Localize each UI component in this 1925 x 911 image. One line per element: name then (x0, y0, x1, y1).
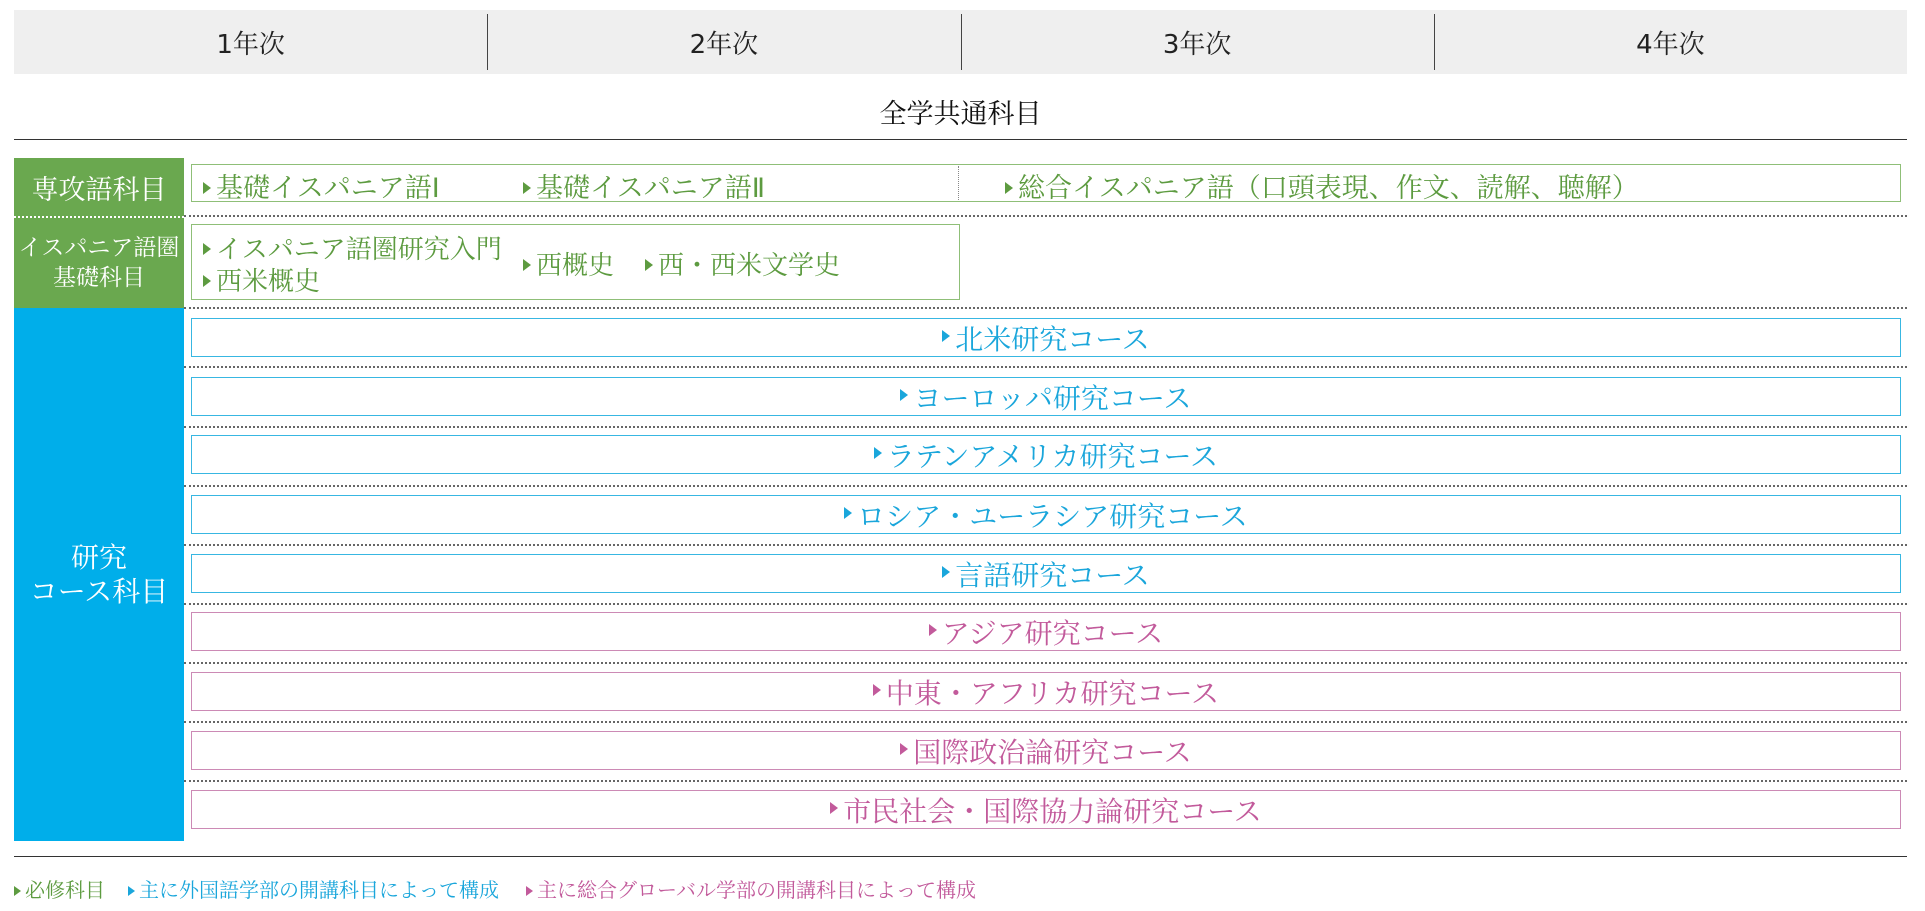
global-studies-triangle-icon (830, 802, 838, 814)
row-separator (184, 662, 1907, 664)
subject-literature-history: 西・西米文学史 (645, 245, 840, 282)
year-1-label: 1年次 (216, 29, 285, 60)
required-triangle-icon (523, 259, 531, 271)
category-major-language: 専攻語科目 (14, 158, 184, 216)
subject-spain-history: 西概史 (523, 245, 614, 282)
row-separator (184, 307, 1907, 309)
year2-year3-dotted-divider (958, 166, 959, 200)
foreign-studies-triangle-icon (874, 447, 882, 459)
required-triangle-icon (645, 259, 653, 271)
category-hispanic-basic-line2: 基礎科目 (53, 265, 145, 291)
row-separator (184, 215, 1907, 217)
global-studies-triangle-icon (929, 624, 937, 636)
course-north-america: 北米研究コース (191, 318, 1901, 357)
subject-basic-spanish-1: 基礎イスパニア語Ⅰ (203, 166, 440, 205)
legend-global-studies: 主に総合グローバル学部の開講科目によって構成 (526, 874, 976, 903)
course-civil-society: 市民社会・国際協力論研究コース (191, 790, 1901, 829)
legend-divider (14, 856, 1907, 857)
required-triangle-icon (1005, 182, 1013, 194)
course-middle-east-africa: 中東・アフリカ研究コース (191, 672, 1901, 711)
row-separator (184, 366, 1907, 368)
course-asia: アジア研究コース (191, 612, 1901, 651)
year-4-label: 4年次 (1434, 10, 1907, 74)
category-hispanic-basic-line1: イスパニア語圏 (18, 235, 180, 261)
subject-latin-america-history: 西米概史 (203, 261, 320, 298)
required-triangle-icon (203, 182, 211, 194)
global-studies-triangle-icon (526, 886, 533, 896)
row-separator (184, 485, 1907, 487)
foreign-studies-triangle-icon (844, 507, 852, 519)
year-header (14, 10, 1907, 74)
course-russia-eurasia: ロシア・ユーラシア研究コース (191, 495, 1901, 534)
required-triangle-icon (14, 886, 21, 896)
category-research-line2: コース科目 (29, 574, 169, 608)
category-research-line1: 研究 (70, 540, 127, 574)
foreign-studies-triangle-icon (942, 566, 950, 578)
required-triangle-icon (203, 243, 211, 255)
course-international-politics: 国際政治論研究コース (191, 731, 1901, 770)
legend-required: 必修科目 (14, 874, 105, 903)
foreign-studies-triangle-icon (900, 389, 908, 401)
row-separator (184, 603, 1907, 605)
subject-hispanic-intro: イスパニア語圏研究入門 (203, 229, 502, 266)
legend-foreign-studies: 主に外国語学部の開講科目によって構成 (128, 874, 499, 903)
foreign-studies-triangle-icon (128, 886, 135, 896)
category-hispanic-basic (14, 216, 184, 308)
year-2-label: 2年次 (487, 10, 960, 74)
row-separator (184, 780, 1907, 782)
row-separator (184, 426, 1907, 428)
common-subjects-title: 全学共通科目 (14, 84, 1907, 140)
subject-basic-spanish-2: 基礎イスパニア語Ⅱ (523, 166, 765, 205)
course-latin-america: ラテンアメリカ研究コース (191, 435, 1901, 474)
row-separator (184, 721, 1907, 723)
subject-comprehensive-spanish: 総合イスパニア語（口頭表現、作文、読解、聴解） (1005, 166, 1639, 205)
global-studies-triangle-icon (900, 743, 908, 755)
course-europe: ヨーロッパ研究コース (191, 377, 1901, 416)
foreign-studies-triangle-icon (942, 330, 950, 342)
course-linguistics: 言語研究コース (191, 554, 1901, 593)
global-studies-triangle-icon (873, 684, 881, 696)
required-triangle-icon (203, 275, 211, 287)
year-3-label: 3年次 (961, 10, 1434, 74)
row-separator (184, 544, 1907, 546)
category-research-courses (14, 308, 184, 841)
required-triangle-icon (523, 182, 531, 194)
